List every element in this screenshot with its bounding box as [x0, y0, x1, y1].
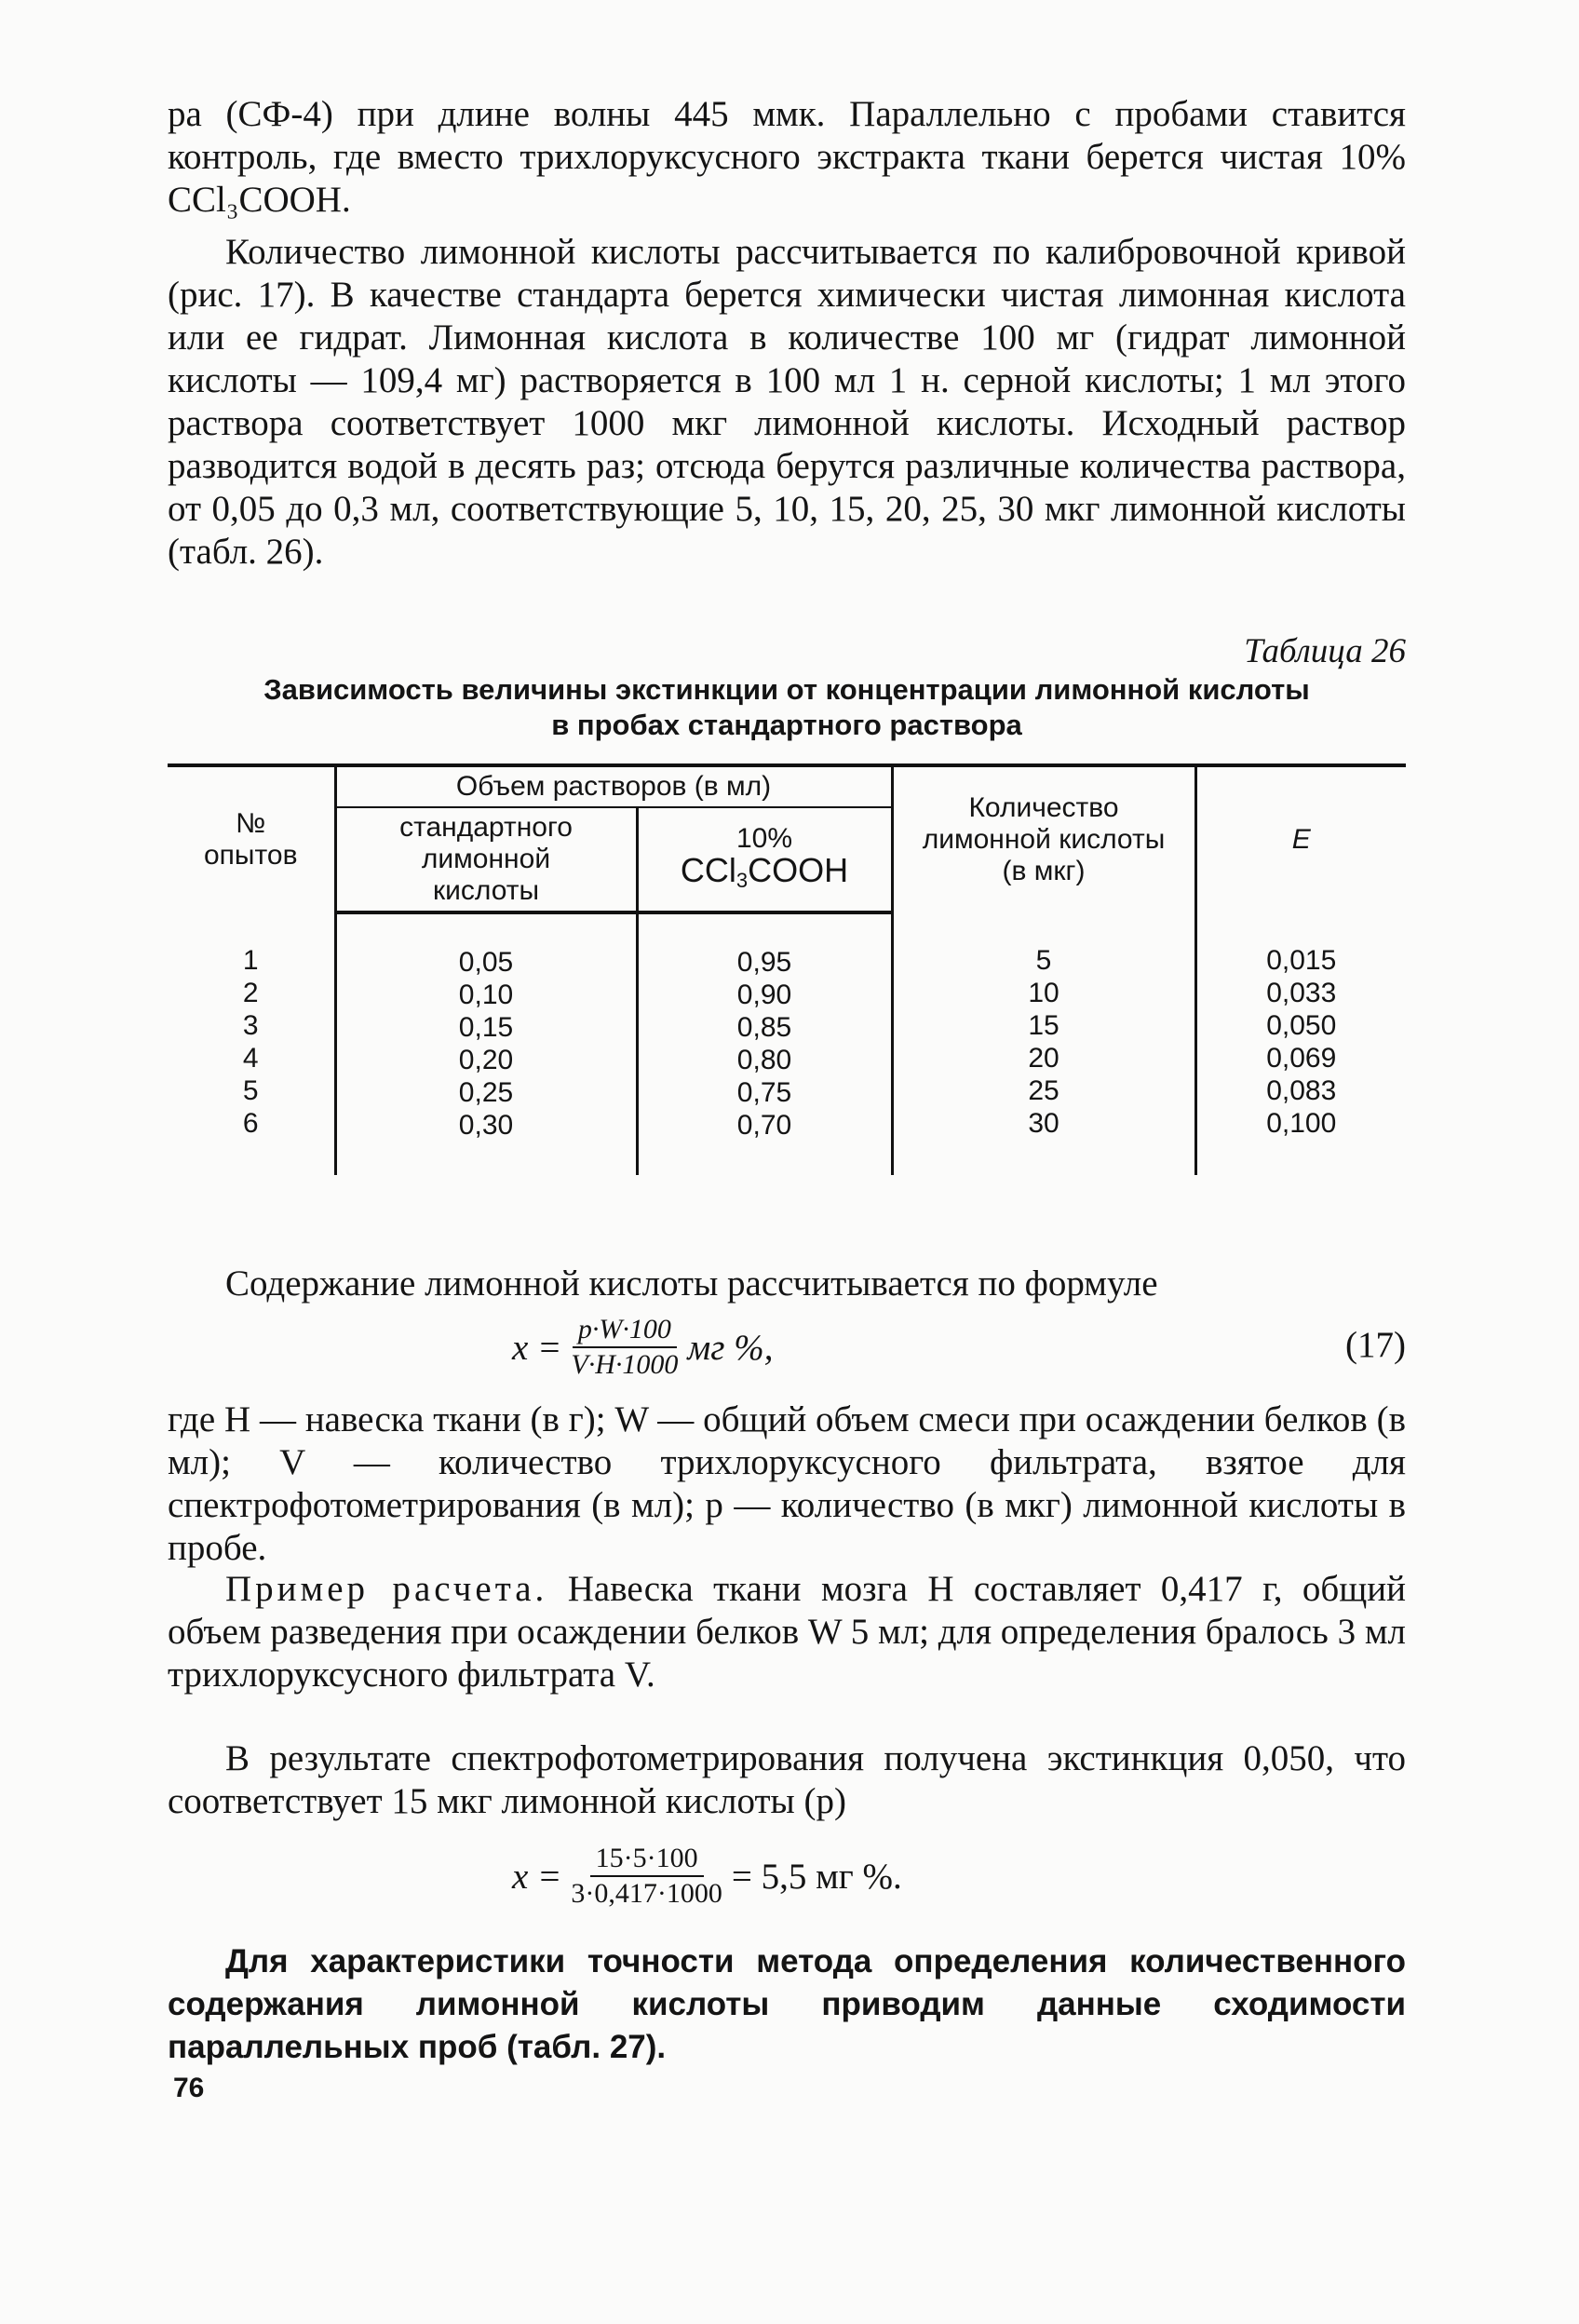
column-experiment-numbers: 1 2 3 4 5 6	[242, 945, 259, 1139]
header-experiment-number	[168, 765, 335, 912]
page-number: 76	[173, 2073, 205, 2103]
table-title-line-1: Зависимость величины экстинкции от концентрации лимонной кислоты	[263, 673, 1310, 706]
paragraph-2: Количество лимонной кислоты рассчитывается по калибровочной кривой (рис. 17). В качестве стандарта берется химически чистая лимонная кислота или ее гидрат. Лимонная кислота в количестве 100 мг (гидрат лимонной кислоты — 109,4 мг) растворяется в 100 мл 1 н. серной кислоты; 1 мл этого раствора соответствует 1000 мкг лимонной кислоты. Исходный раствор разводится водой в десять раз; отсюда берутся различные количества раствора, от 0,05 до 0,3 мл, соответствующие 5, 10, 15, 20, 25, 30 мкг лимонной кислоты (табл. 26).	[168, 232, 1406, 572]
header-experiment-number-text: № опытов	[203, 808, 298, 871]
tca-formula-subscript: 3	[736, 868, 749, 892]
formula-17-numerator: p·W·100	[573, 1315, 677, 1348]
formula-17-denominator: V·H·1000	[571, 1349, 679, 1380]
formula-17-lhs: x =	[512, 1327, 562, 1368]
header-tca-percent: 10%	[736, 822, 793, 854]
column-extinction-values: 0,015 0,033 0,050 0,069 0,083 0,100	[1195, 912, 1406, 1175]
formula-example-numerator: 15·5·100	[590, 1844, 704, 1877]
header-extinction: E	[1195, 765, 1406, 912]
header-volume-group: Объем растворов (в мл)	[335, 765, 892, 807]
paragraph-3: Содержание лимонной кислоты рассчитывается по формуле	[225, 1263, 1158, 1304]
header-citric-acid-amount	[892, 765, 1195, 912]
paragraph-7: Для характеристики точности метода определения количественного содержания лимонной кислоты приводим данные сходимости параллельных проб (табл. 27).	[168, 1943, 1406, 2065]
tca-formula-part-b: COOH	[748, 850, 849, 889]
formula-example-denominator: 3·0,417·1000	[571, 1878, 722, 1909]
header-citric-acid-amount-text: Количество лимонной кислоты (в мкг)	[922, 792, 1166, 886]
header-standard-solution	[335, 807, 637, 912]
example-lead: Пример расчета.	[225, 1569, 548, 1609]
formula-example-lhs: x =	[512, 1856, 562, 1897]
formula-17-body	[512, 1315, 773, 1380]
formula-example-body	[512, 1844, 902, 1909]
formula-17-units: мг %,	[687, 1327, 774, 1368]
formula-17-fraction	[571, 1315, 678, 1380]
header-tca	[637, 807, 892, 912]
formula-example-result: = 5,5 мг %.	[731, 1856, 902, 1897]
tca-formula-part-a: CCl	[680, 850, 736, 889]
paragraph-1: ра (СФ-4) при длине волны 445 ммк. Параллельно с пробами ставится контроль, где вместо трихлоруксусного экстракта ткани берется чистая 10% CCl₃COOH.	[168, 94, 1406, 220]
data-table-26	[168, 763, 1406, 1175]
paragraph-4: где H — навеска ткани (в г); W — общий объем смеси при осаждении белков (в мл); V — количество трихлоруксусного фильтрата, взятое для спектрофотометрирования (в мл); p — количество (в мкг) лимонной кислоты в пробе.	[168, 1399, 1406, 1568]
paragraph-6: В результате спектрофотометрирования получена экстинкция 0,050, что соответствует 15 мкг лимонной кислоты (p)	[168, 1738, 1406, 1821]
header-tca-formula	[644, 850, 885, 897]
formula-example	[168, 1844, 1406, 1918]
column-citric-acid-amounts: 5 10 15 20 25 30	[892, 912, 1195, 1175]
table-title-line-2: в пробах стандартного раствора	[551, 709, 1022, 741]
formula-17	[168, 1315, 1406, 1389]
formula-17-number: (17)	[1345, 1325, 1406, 1365]
table-row	[168, 912, 1406, 1175]
table-number: Таблица 26	[1244, 632, 1406, 670]
header-standard-solution-text: стандартного лимонной кислоты	[399, 812, 573, 906]
formula-example-fraction	[571, 1844, 722, 1909]
paragraph-5-text: Навеска ткани мозга H составляет 0,417 г, общий объем разведения при осаждении белков W 5 мл; для определения бралось 3 мл трихлоруксусного фильтрата V.	[168, 1569, 1407, 1695]
table-title	[168, 672, 1406, 743]
paragraph-5	[168, 1568, 1406, 1696]
column-standard-volumes: 0,05 0,10 0,15 0,20 0,25 0,30	[335, 912, 637, 1175]
column-tca-volumes: 0,95 0,90 0,85 0,80 0,75 0,70	[637, 912, 892, 1175]
